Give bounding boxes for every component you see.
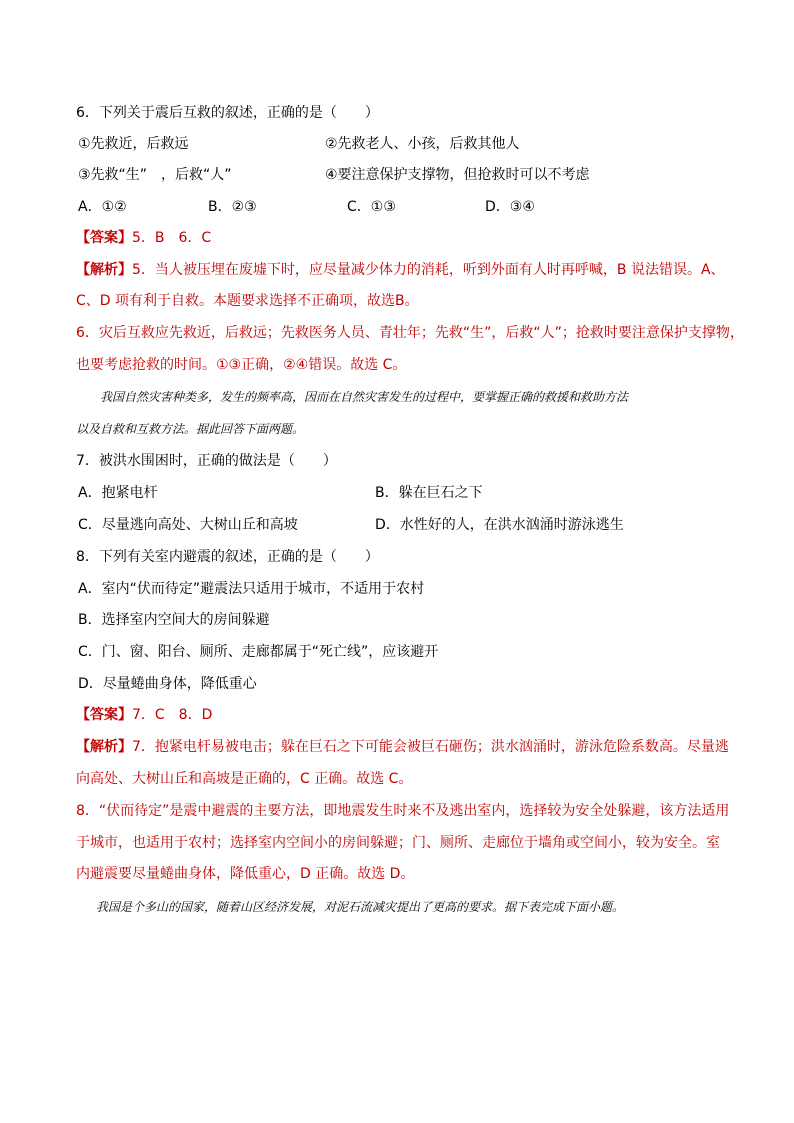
q6-item-4: ④要注意保护支撑物，但抢救时可以不考虑 — [325, 167, 590, 183]
q6-stem: 6．下列关于震后互救的叙述，正确的是（ ） — [76, 105, 379, 121]
analysis-tag: 【解析】 — [76, 739, 132, 755]
q6-item-1: ①先救近，后救远 — [78, 136, 189, 152]
q6-option-a: A．①② — [78, 199, 127, 215]
analysis-line: 内避震要尽量蜷曲身体，降低重心，D 正确。故选 D。 — [76, 866, 415, 882]
analysis-line: 向高处、大树山丘和高坡是正确的，C 正确。故选 C。 — [76, 771, 413, 787]
q8-option-d: D．尽量蜷曲身体，降低重心 — [78, 676, 257, 692]
analysis-text: 7．抱紧电杆易被电击；躲在巨石之下可能会被巨石砸伤；洪水汹涌时，游泳危险系数高。尽量逃 — [132, 739, 729, 755]
q7-stem: 7．被洪水围困时，正确的做法是（ ） — [76, 453, 337, 469]
q8-stem: 8．下列有关室内避震的叙述，正确的是（ ） — [76, 549, 379, 565]
q6-option-c: C．①③ — [347, 199, 396, 215]
q7-option-b: B．躲在巨石之下 — [375, 485, 483, 501]
q8-option-c: C．门、窗、阳台、厕所、走廊都属于“死亡线”，应该避开 — [78, 644, 439, 660]
analysis-line: 于城市，也适用于农村；选择室内空间小的房间躲避；门、厕所、走廊位于墙角或空间小，较为安全。室 — [76, 835, 720, 851]
answer-tag: 【答案】 — [76, 707, 132, 723]
answer-text: 5．B 6．C — [132, 230, 212, 246]
analysis-line — [76, 738, 729, 756]
answer-block-1 — [76, 229, 211, 247]
answer-text: 7．C 8．D — [132, 707, 213, 723]
q6-item-2: ②先救老人、小孩，后救其他人 — [325, 136, 520, 152]
analysis-line: 8．“伏而待定”是震中避震的主要方法，即地震发生时来不及逃出室内，选择较为安全处躲避，该方法适用 — [76, 803, 730, 819]
analysis-text: 5．当人被压埋在废墟下时，应尽量减少体力的消耗，听到外面有人时再呼喊，B 说法错误。A、 — [132, 262, 725, 278]
q7-option-d: D．水性好的人，在洪水汹涌时游泳逃生 — [375, 517, 624, 533]
q6-option-d: D．③④ — [485, 199, 535, 215]
analysis-line: 也要考虑抢救的时间。①③正确，②④错误。故选 C。 — [76, 357, 407, 373]
q7-option-a: A．抱紧电杆 — [78, 485, 158, 501]
material-intro: 我国是个多山的国家，随着山区经济发展，对泥石流减灾提出了更高的要求。据下表完成下面小题。 — [96, 900, 625, 914]
q8-option-b: B．选择室内空间大的房间躲避 — [78, 612, 270, 628]
analysis-tag: 【解析】 — [76, 262, 132, 278]
analysis-line — [76, 261, 725, 279]
q6-item-3: ③先救“生” ，后救“人” — [78, 167, 232, 183]
answer-block-2 — [76, 706, 212, 724]
q7-option-c: C．尽量逃向高处、大树山丘和高坡 — [78, 517, 298, 533]
material-intro: 我国自然灾害种类多，发生的频率高，因而在自然灾害发生的过程中，要掌握正确的救援和救助方法 — [100, 390, 629, 404]
analysis-line: 6．灾后互救应先救近，后救远；先救医务人员、青壮年；先救“生”，后救“人”；抢救时要注意保护支撑物， — [76, 325, 744, 341]
q8-option-a: A．室内“伏而待定”避震法只适用于城市，不适用于农村 — [78, 581, 425, 597]
analysis-line: C、D 项有利于自救。本题要求选择不正确项，故选B。 — [76, 293, 419, 309]
material-intro: 以及自救和互救方法。据此回答下面两题。 — [76, 422, 305, 436]
answer-tag: 【答案】 — [76, 230, 132, 246]
q6-option-b: B．②③ — [208, 199, 257, 215]
